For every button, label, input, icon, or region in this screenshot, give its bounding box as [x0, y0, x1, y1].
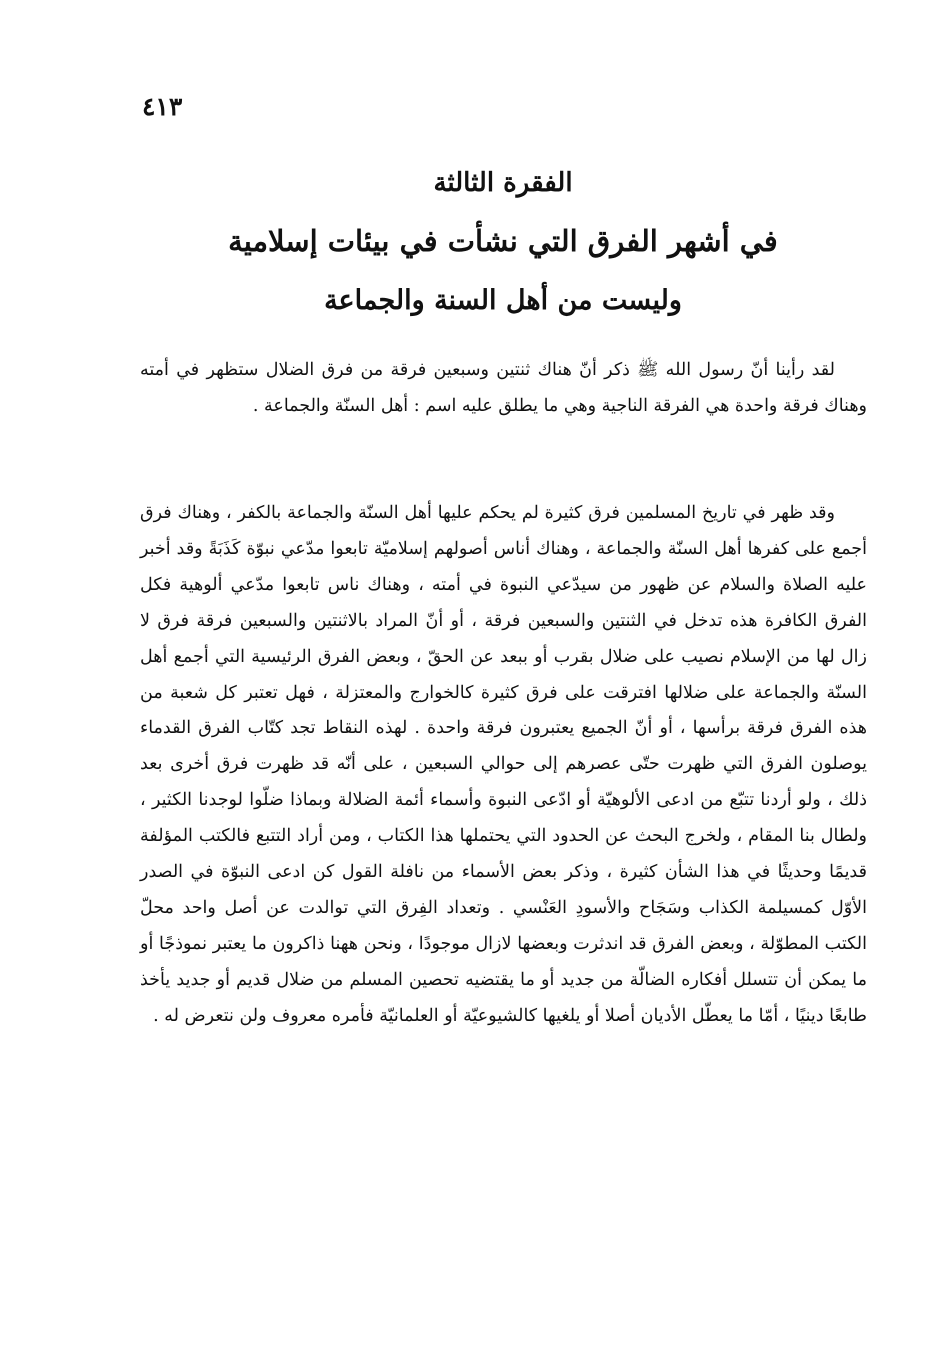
chapter-title-line-2: وليست من أهل السنة والجماعة: [324, 285, 682, 316]
paragraph-main: وقد ظهر في تاريخ المسلمين فرق كثيرة لم يحكم عليها أهل السنّة والجماعة بالكفر ، وهناك فرق أجمع على كفرها أهل السنّة والجماعة ، وهناك أناس أصولهم إسلاميّة تابعوا مدّعي نبوّة كَذَبَةً وقد أخبر عليه الصلاة والسلام عن ظهور من سيدّعي النبوة في أمته ، وهناك ناس تابعوا مدّعي ألوهية فكل الفرق الكافرة هذه تدخل في الثنتين والسبعين فرقة ، أو أنّ المراد بالاثنتين والسبعين فرقة فرق لا زال لها من الإسلام نصيب على ضلال بقرب أو ببعد عن الحقّ ، وبعض الفرق الرئيسية التي أجمع أهل السنّة والجماعة على ضلالها افترقت على فرق كثيرة كالخوارج والمعتزلة ، فهل تعتبر كل شعبة من هذه الفرق فرقة برأسها ، أو أنّ الجميع يعتبرون فرقة واحدة . لهذه النقاط تجد كتّاب الفرق القدماء يوصلون الفرق التي ظهرت حتّى عصرهم إلى حوالي السبعين ، على أنّه قد ظهرت فرق أخرى بعد ذلك ، ولو أردنا تتبّع من ادعى الألوهيّة أو ادّعى النبوة وأسماء أئمة الضلالة وبماذا ضلّوا لوجدنا الكثير ، ولطال بنا المقام ، ولخرج البحث عن الحدود التي يحتملها هذا الكتاب ، ومن أراد التتبع فالكتب المؤلفة قديمًا وحديثًا في هذا الشأن كثيرة ، وذكر بعض الأسماء من نافلة القول كن ادعى النبوّة في الصدر الأوّل كمسيلمة الكذاب وسَجَاح والأسودِ العَنْسي . وتعداد الفِرق التي توالدت عن أصل واحد محلّ الكتب المطوّلة ، وبعض الفرق قد اندثرت وبعضها لازال موجودًا ، ونحن ههنا ذاكرون ما يعتبر نموذجًا أو ما يمكن أن تتسلل أفكاره الضالّة من جديد أو ما يقتضيه تحصين المسلم من ضلال قديم أو جديد يأخذ طابعًا دينيًا ، أمّا ما يعطّل الأديان أصلا أو يلغيها كالشيوعيّة أو العلمانيّة فأمره معروف ولن نتعرض له .: [140, 503, 868, 1026]
page-number: ٤١٣: [142, 92, 183, 121]
paragraph-intro: لقد رأينا أنّ رسول الله ﷺ ذكر أنّ هناك ثنتين وسبعين فرقة من فرق الضلال ستظهر في أمته وهناك فرقة واحدة هي الفرقة الناجية وهي ما يطلق عليه اسم : أهل السنّة والجماعة .: [140, 360, 867, 416]
chapter-title-line-1: في أشهر الفرق التي نشأت في بيئات إسلامية: [228, 224, 778, 258]
section-heading: الفقرة الثالثة: [433, 168, 573, 198]
